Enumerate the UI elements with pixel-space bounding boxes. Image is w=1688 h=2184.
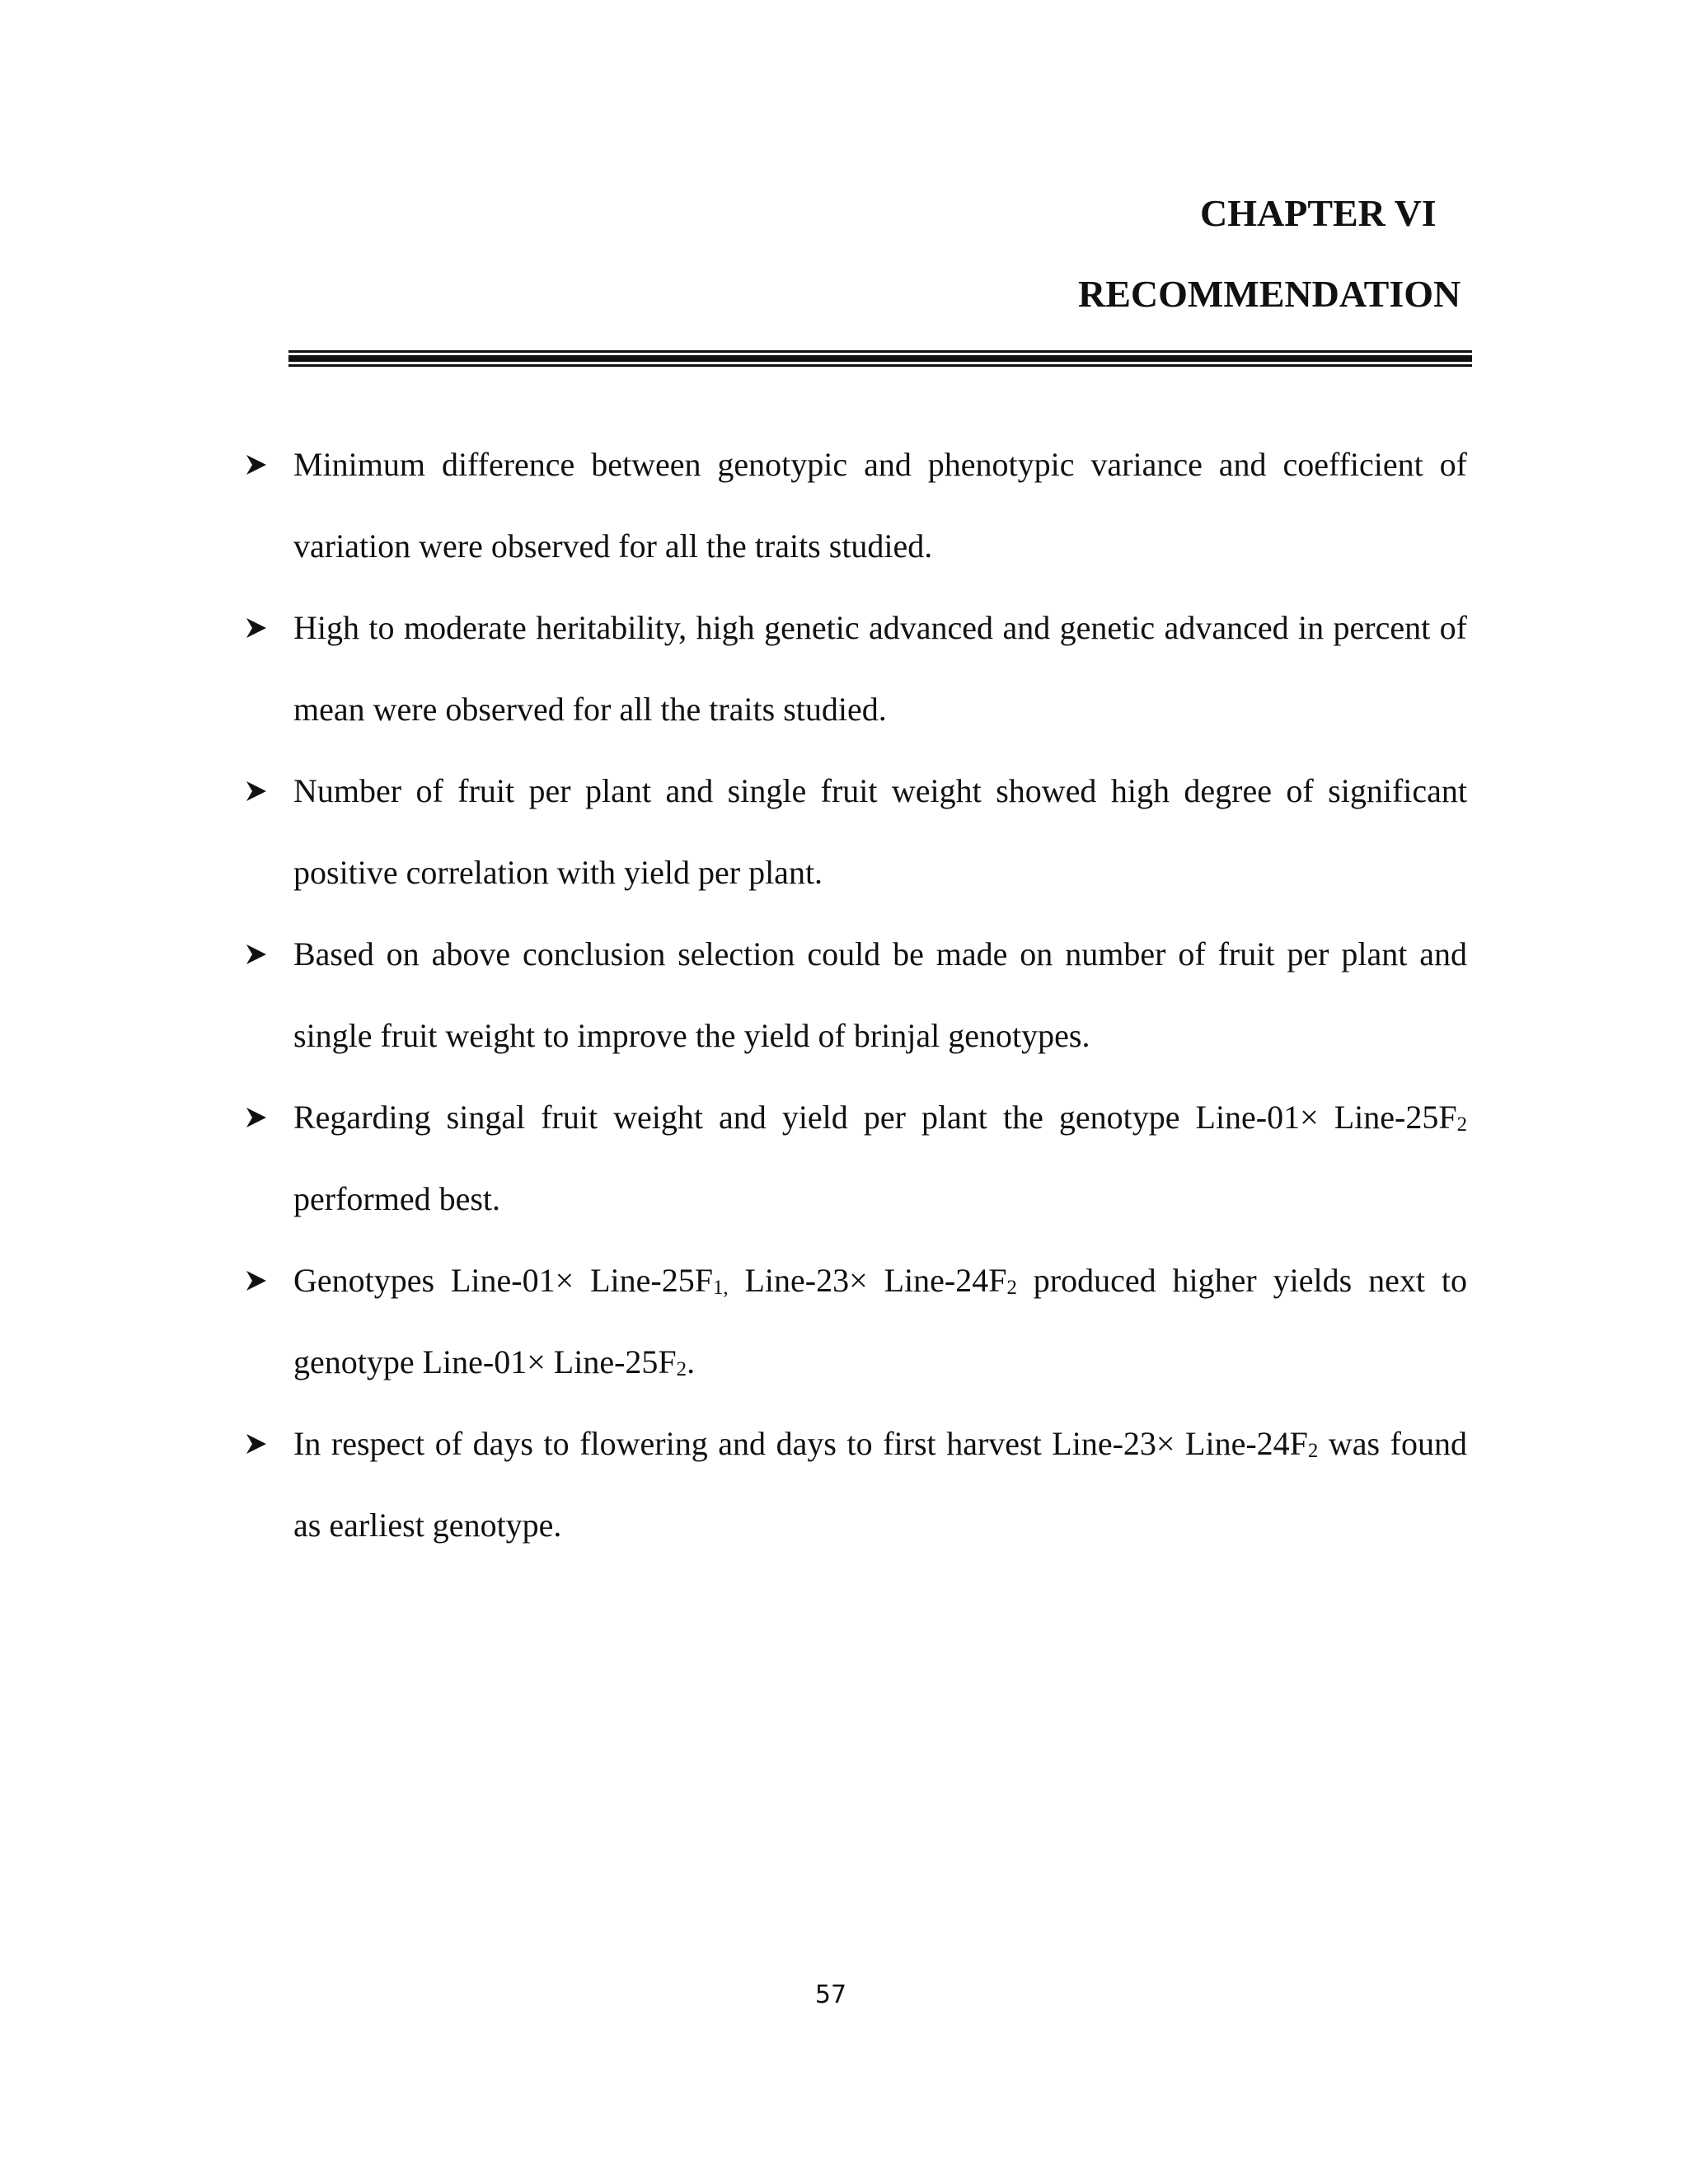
arrowhead-bullet-icon (244, 587, 272, 668)
chapter-label: CHAPTER VI (1200, 192, 1437, 234)
recommendation-item (244, 1076, 1467, 1240)
recommendation-text: Based on above conclusion selection could be made on number of fruit per plant and single fruit weight to improve the yield of brinjal genotypes. (293, 935, 1467, 1054)
recommendation-text: Minimum difference between genotypic and phenotypic variance and coefficient of variation were observed for all the traits studied. (293, 446, 1467, 565)
recommendation-item (244, 424, 1467, 587)
arrowhead-bullet-icon (244, 1240, 272, 1321)
subscript: 2 (1307, 1439, 1319, 1462)
chapter-title: RECOMMENDATION (1078, 273, 1461, 315)
arrowhead-bullet-icon (244, 750, 272, 832)
recommendation-item (244, 913, 1467, 1076)
title-rule-bottom (288, 364, 1472, 367)
recommendation-text: Genotypes Line-01× Line-$25F_{1,}$ Line-23× Line-$24F_2$ produced higher yields next to genotype Line-01× Line-$25F_2$. (293, 1262, 1468, 1380)
title-rule-middle (288, 355, 1472, 362)
recommendation-text: Regarding singal fruit weight and yield per plant the genotype Line-01× Line-$25F_2$ performed best. (293, 1099, 1467, 1217)
recommendation-list (244, 424, 1467, 1566)
subscript: 2 (1006, 1276, 1017, 1299)
recommendation-text: In respect of days to flowering and days to first harvest Line-23× Line-$24F_2$ was found as earliest genotype. (293, 1425, 1467, 1544)
recommendation-item (244, 587, 1467, 750)
arrowhead-bullet-icon (244, 913, 272, 995)
page-number: 57 (814, 1980, 847, 2009)
recommendation-item (244, 1403, 1467, 1566)
title-rule-top (288, 350, 1472, 353)
recommendation-text: High to moderate heritability, high genetic advanced and genetic advanced in percent of mean were observed for all the traits studied. (293, 609, 1467, 728)
subscript: 2 (1456, 1113, 1467, 1136)
subscript: 1, (712, 1276, 729, 1299)
recommendation-item (244, 1240, 1467, 1403)
subscript: 2 (676, 1357, 687, 1380)
arrowhead-bullet-icon (244, 1076, 272, 1158)
recommendation-item (244, 750, 1467, 913)
recommendation-text: Number of fruit per plant and single fruit weight showed high degree of significant positive correlation with yield per plant. (293, 772, 1467, 891)
arrowhead-bullet-icon (244, 424, 272, 505)
arrowhead-bullet-icon (244, 1403, 272, 1484)
